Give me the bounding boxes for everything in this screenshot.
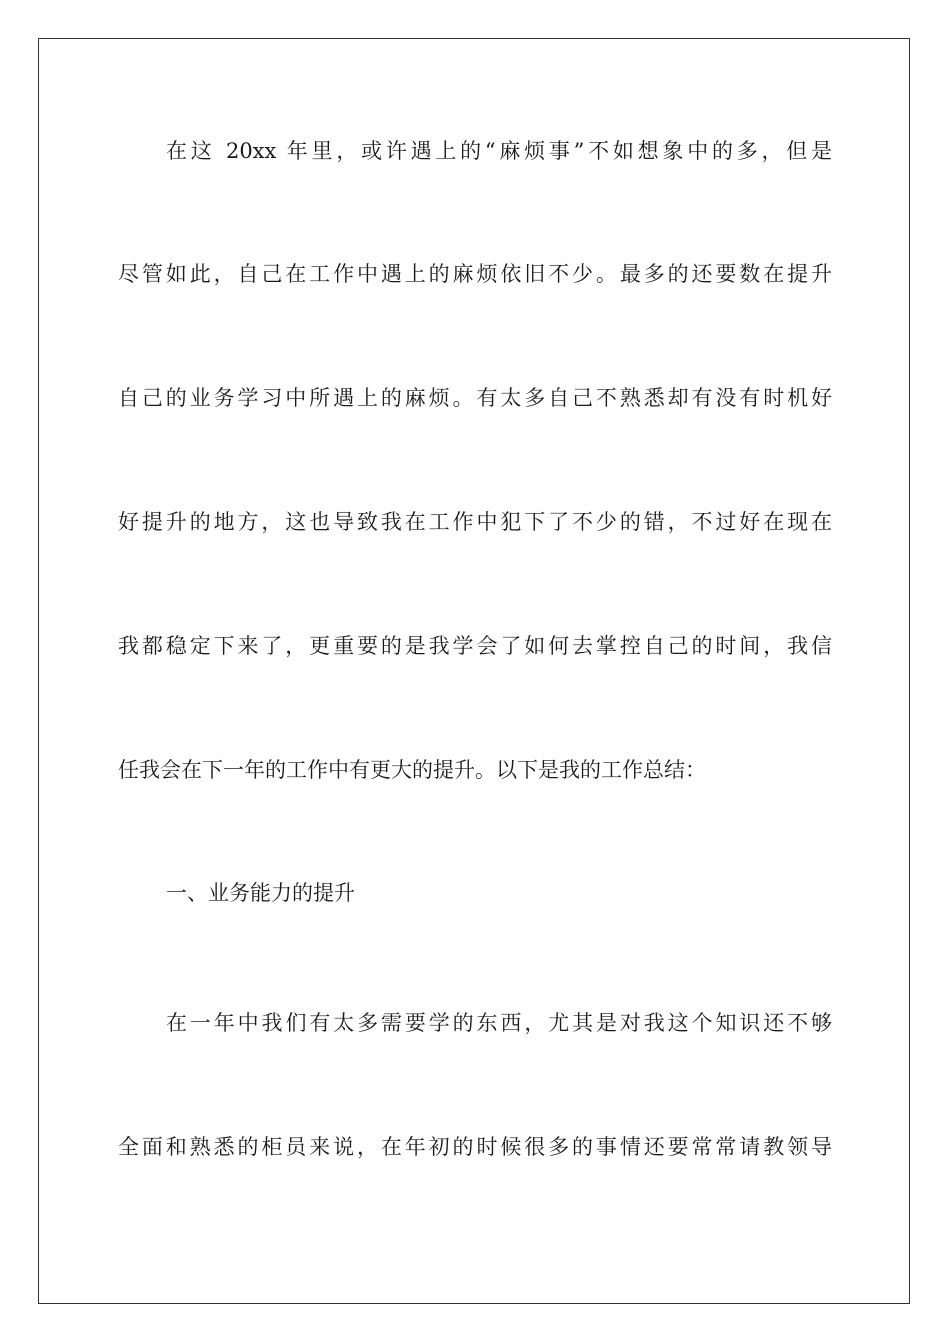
- paragraph-1-line-2: 尽管如此，自己在工作中遇上的麻烦依旧不少。最多的还要数在提升: [118, 262, 832, 286]
- paragraph-1-line-6: 任我会在下一年的工作中有更大的提升。以下是我的工作总结：: [118, 758, 706, 782]
- paragraph-2-line-1: 在一年中我们有太多需要学的东西，尤其是对我这个知识还不够: [166, 1011, 832, 1035]
- paragraph-1-line-3: 自己的业务学习中所遇上的麻烦。有太多自己不熟悉却有没有时机好: [118, 386, 832, 410]
- page-border: [38, 38, 910, 1304]
- paragraph-1-line-1: 在这 20xx 年里，或许遇上的“麻烦事”不如想象中的多，但是: [166, 139, 832, 163]
- paragraph-2-line-2: 全面和熟悉的柜员来说，在年初的时候很多的事情还要常常请教领导: [118, 1135, 832, 1159]
- section-heading: 一、业务能力的提升: [166, 881, 355, 905]
- paragraph-1-line-5: 我都稳定下来了，更重要的是我学会了如何去掌控自己的时间，我信: [118, 634, 832, 658]
- paragraph-1-line-4: 好提升的地方，这也导致我在工作中犯下了不少的错，不过好在现在: [118, 510, 832, 534]
